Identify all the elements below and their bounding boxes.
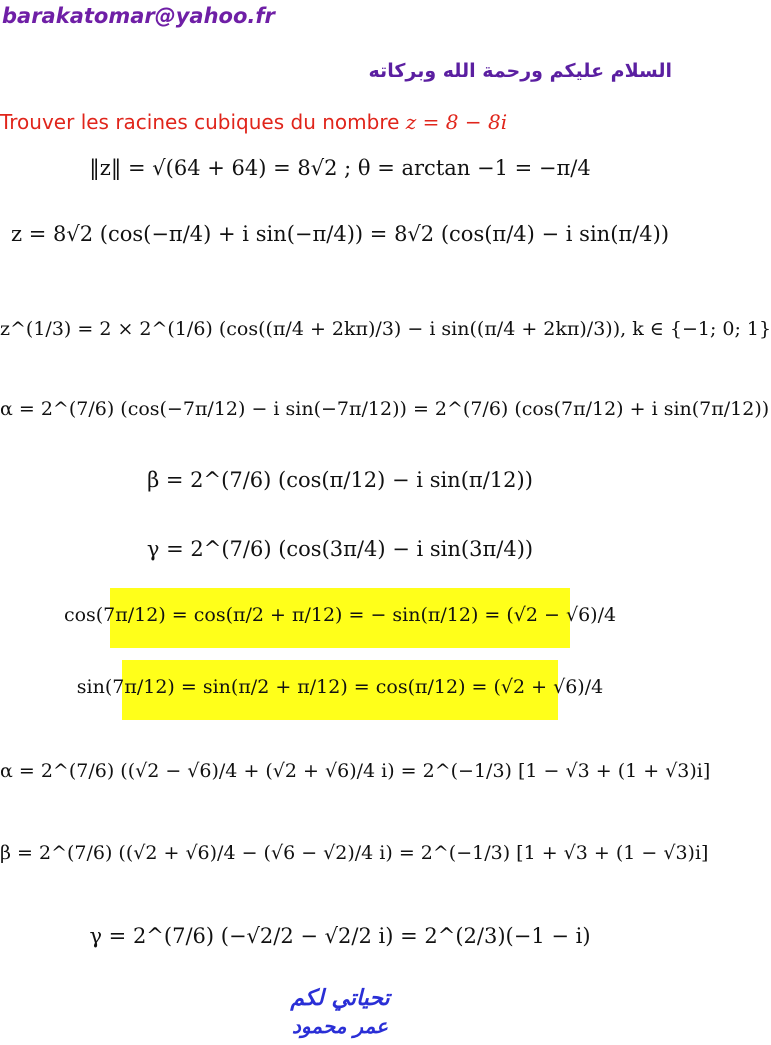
exercise-number: z = 8 − 8i bbox=[405, 110, 508, 134]
beta-algebraic-equation: β = 2^(7/6) ((√2 + √6)/4 − (√6 − √2)/4 i) = 2^(−1/3) [1 + √3 + (1 − √3)i] bbox=[0, 842, 709, 864]
roots-general-equation: z^(1/3) = 2 × 2^(1/6) (cos((π/4 + 2kπ)/3) − i sin((π/4 + 2kπ)/3)), k ∈ {−1; 0; 1} bbox=[0, 318, 771, 340]
author-email: barakatomar@yahoo.fr bbox=[2, 4, 275, 28]
exercise-title bbox=[0, 110, 507, 134]
beta-trig-equation: β = 2^(7/6) (cos(π/12) − i sin(π/12)) bbox=[147, 468, 533, 492]
trig-form-equation: z = 8√2 (cos(−π/4) + i sin(−π/4)) = 8√2 (cos(π/4) − i sin(π/4)) bbox=[10, 222, 670, 246]
alpha-algebraic-equation: α = 2^(7/6) ((√2 − √6)/4 + (√2 + √6)/4 i) = 2^(−1/3) [1 − √3 + (1 + √3)i] bbox=[0, 760, 711, 782]
gamma-trig-equation: γ = 2^(7/6) (cos(3π/4) − i sin(3π/4)) bbox=[146, 537, 534, 561]
gamma-algebraic-equation: γ = 2^(7/6) (−√2/2 − √2/2 i) = 2^(2/3)(−1 − i) bbox=[89, 924, 591, 948]
cos-identity-equation: cos(7π/12) = cos(π/2 + π/12) = − sin(π/12) = (√2 − √6)/4 bbox=[63, 604, 617, 626]
alpha-trig-equation: α = 2^(7/6) (cos(−7π/12) − i sin(−7π/12)) = 2^(7/6) (cos(7π/12) + i sin(7π/12)) bbox=[0, 398, 770, 420]
sin-identity-equation: sin(7π/12) = sin(π/2 + π/12) = cos(π/12) = (√2 + √6)/4 bbox=[76, 676, 604, 698]
greeting-text: السلام عليكم ورحمة الله وبركاته bbox=[368, 60, 672, 82]
signature-line-name: عمر محمود bbox=[292, 1014, 388, 1038]
modulus-equation: ‖z‖ = √(64 + 64) = 8√2 ; θ = arctan −1 = −π/4 bbox=[89, 156, 591, 180]
signature-line-greeting: تحياتي لكم bbox=[290, 986, 390, 1011]
exercise-title-text: Trouver les racines cubiques du nombre bbox=[0, 110, 406, 134]
